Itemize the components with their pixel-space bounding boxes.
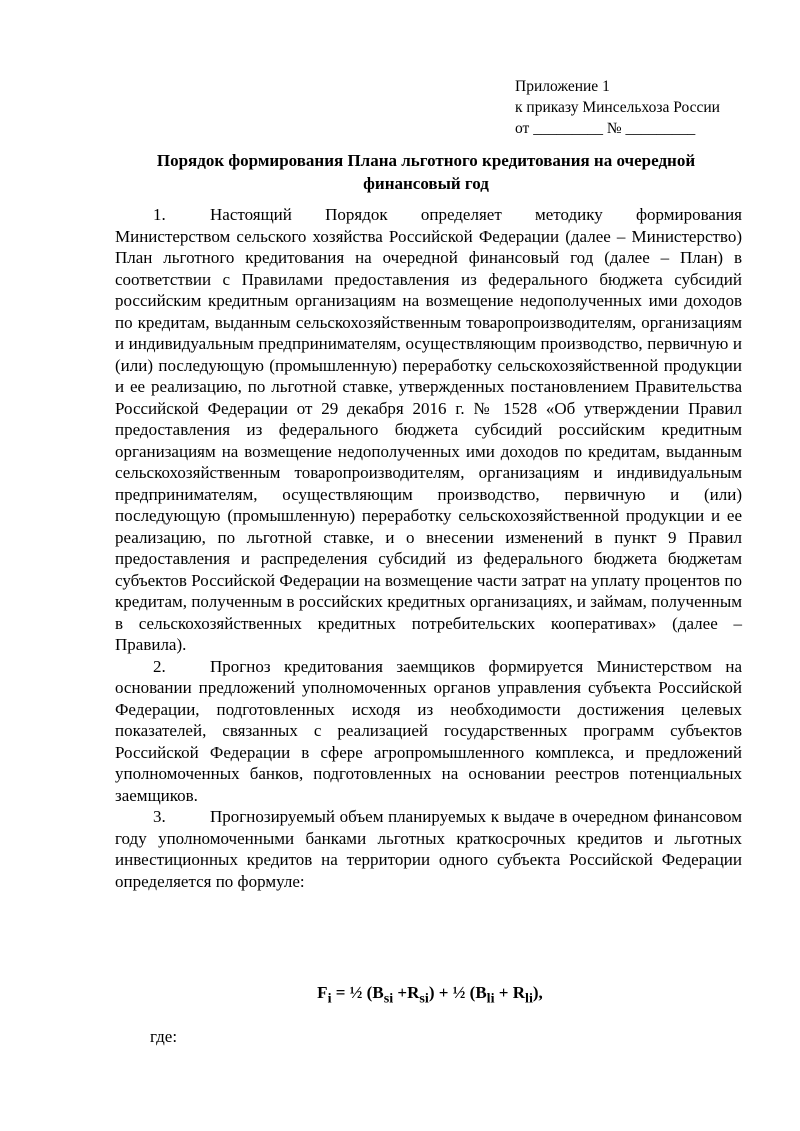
paragraph-text: Прогнозируемый объем планируемых к выдаче в очередном финансовом году уполномоченными банками льготных краткосрочных кредитов и льготных инвестиционных кредитов на территории одного субъекта Российской Федерации определяется по формуле: [115, 807, 742, 891]
appendix-header [515, 76, 720, 139]
paragraph-number: 2. [153, 656, 166, 676]
paragraph-2 [115, 656, 742, 807]
appendix-order-ref: к приказу Минсельхоза России [515, 99, 720, 116]
paragraph-text: Прогноз кредитования заемщиков формируется Министерством на основании предложений уполномоченных органов управления субъекта Российской Федерации, подготовленных исходя из необходимости достижения целевых показателей, связанных с реализацией государственных программ субъектов Российской Федерации в сфере агропромышленного комплекса, и предложений уполномоченных банков, подготовленных на основании реестров потенциальных заемщиков. [115, 656, 742, 805]
paragraph-number: 3. [153, 807, 166, 826]
appendix-number: Приложение 1 [515, 78, 610, 95]
document-title: Порядок формирования Плана льготного кредитования на очередной финансовый год [156, 151, 696, 193]
where-label: где: [150, 1027, 178, 1046]
appendix-date-number: от _________ № _________ [515, 120, 696, 137]
paragraph-3 [115, 806, 742, 892]
paragraph-number: 1. [153, 205, 166, 224]
paragraph-text: Настоящий Порядок определяет методику формирования Министерством сельского хозяйства Российской Федерации (далее – Министерство) План льготного кредитования на очередной финансовый год (далее – План) в соответствии с Правилами предоставления из федерального бюджета субсидий российским кредитным организациям на возмещение недополученных ими доходов по кредитам, выданным сельскохозяйственным товаропроизводителям, организациям и индивидуальным предпринимателям, осуществляющим производство, первичную и (или) последующую (промышленную) переработку сельскохозяйственной продукции и ее реализацию, по льготной ставке, утвержденных постановлением Правительства Российской Федерации от 29 декабря 2016 г. № 1528 «Об утверждении Правил предоставления из федерального бюджета субсидий российским кредитным организациям на возмещение недополученных ими доходов по кредитам, выданным сельскохозяйственным товаропроизводителям, организациям и индивидуальным предпринимателям, осуществляющим производство, первичную и (или) последующую (промышленную) переработку сельскохозяйственной продукции и ее реализацию, по льготной ставке, и о внесении изменений в пункт 9 Правил предоставления и распределения субсидий из федерального бюджета бюджетам субъектов Российской Федерации на возмещение части затрат на уплату процентов по кредитам, полученным в российских кредитных организациях, и займам, полученным в сельскохозяйственных кредитных потребительских кооперативах» (далее – Правила). [115, 205, 742, 654]
document-body [115, 204, 742, 892]
formula: $F_i$ = ½ $(B_{si} +R_{si})$ + ½ $(B_{li} + R_{li})$, [317, 983, 543, 1007]
paragraph-1 [115, 204, 742, 656]
